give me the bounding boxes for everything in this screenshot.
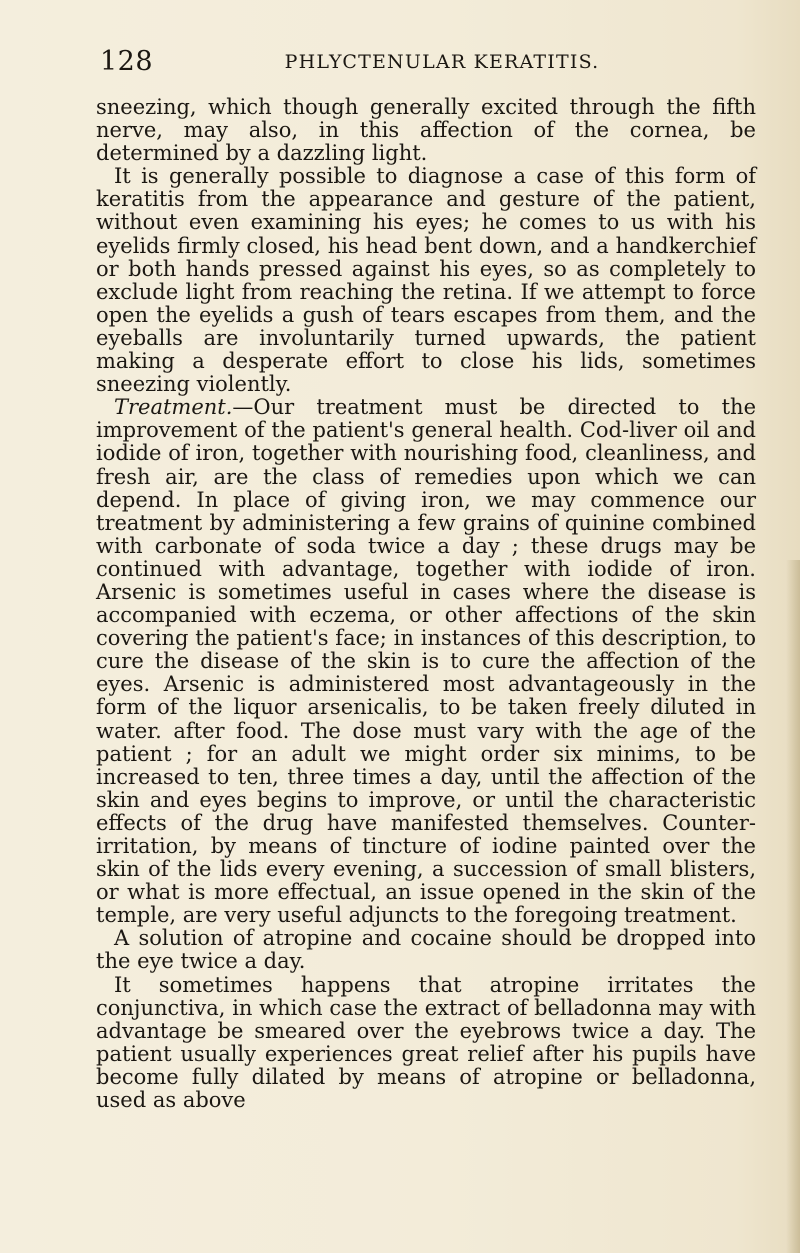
- paragraph-belladonna: It sometimes happens that atropine irritates the conjunctiva, in which case the extract of belladonna may with advantage be smeared over the eyebrows twice a day. The patient usually experiences great relief after his pupils have become fully dilated by means of atropine or belladonna, used as above: [96, 972, 756, 1113]
- page-header: [100, 46, 740, 78]
- page-number: 128: [100, 46, 154, 77]
- body-text: [96, 96, 756, 1112]
- paragraph-diagnosis: It is generally possible to diagnose a case of this form of keratitis from the appearance and gesture of the patient, without even examining his eyes; he comes to us with his eyelids firmly closed, his head bent down, and a handkerchief or both hands pressed against his eyes, so as completely to exclude light from reaching the retina. If we attempt to force open the eyelids a gush of tears escapes from them, and the eyeballs are involuntarily turned upwards, the patient making a desperate effort to close his lids, sometimes sneezing violently.: [96, 164, 756, 397]
- paragraph-continued: sneezing, which though generally excited through the fifth nerve, may also, in this affection of the cornea, be determined by a dazzling light.: [96, 95, 756, 166]
- treatment-heading: Treatment.: [114, 395, 233, 420]
- paragraph-treatment: [96, 396, 756, 927]
- page-edge-stain: [786, 560, 800, 1253]
- treatment-text: —Our treatment must be directed to the improvement of the patient's general health. Cod-liver oil and iodide of iron, together with nourishing food, cleanliness, and fresh air, are the class of remedies upon which we can depend. In place of giving iron, we may commence our treatment by administering a few grains of quinine combined with carbonate of soda twice a day ; these drugs may be continued with advantage, together with iodide of iron. Arsenic is sometimes useful in cases where the disease is accompanied with eczema, or other affections of the skin covering the patient's face; in instances of this description, to cure the disease of the skin is to cure the affection of the eyes. Arsenic is administered most advantageously in the form of the liquor arsenicalis, to be taken freely diluted in water. after food. The dose must vary with the age of the patient ; for an adult we might order six minims, to be increased to ten, three times a day, until the affection of the skin and eyes begins to improve, or until the characteristic effects of the drug have manifested themselves. Counter-irritation, by means of tincture of iodine painted over the skin of the lids every evening, a succession of small blisters, or what is more effectual, an issue opened in the skin of the temple, are very useful adjuncts to the foregoing treatment.: [96, 395, 756, 928]
- running-title: PHLYCTENULAR KERATITIS.: [284, 51, 600, 73]
- paragraph-atropine-solution: A solution of atropine and cocaine should be dropped into the eye twice a day.: [96, 926, 756, 974]
